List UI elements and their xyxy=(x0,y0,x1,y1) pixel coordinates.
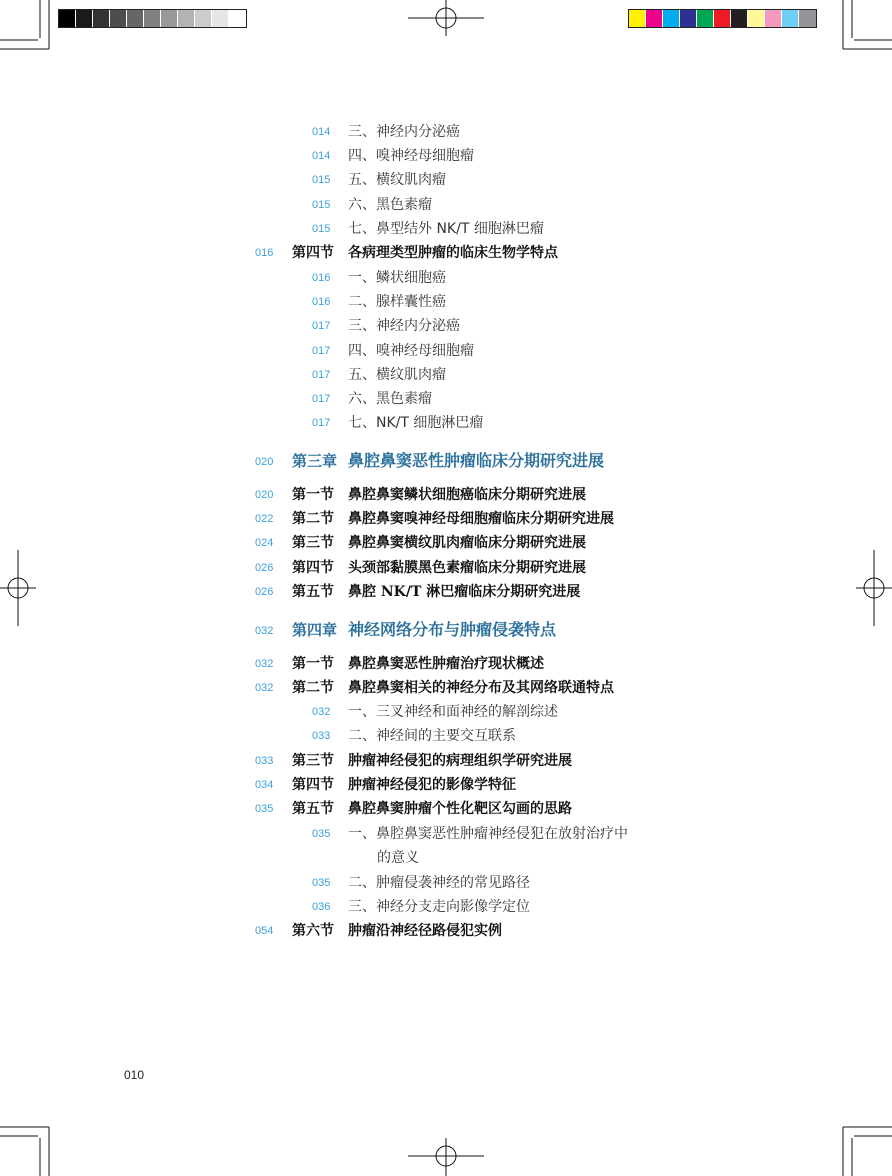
toc-item-title xyxy=(348,292,446,312)
toc-item-text: 一、鼻腔鼻窦恶性肿瘤神经侵犯在放射治疗中 xyxy=(348,826,628,842)
section-title: 头颈部黏膜黑色素瘤临床分期研究进展 xyxy=(348,560,586,576)
section-label: 第二节 xyxy=(292,511,334,527)
color-calibration-bar xyxy=(628,9,817,28)
color-swatch xyxy=(93,10,110,27)
toc-item-text: 四、嗅神经母细胞瘤 xyxy=(348,343,474,359)
color-swatch xyxy=(680,10,697,27)
toc-item-title xyxy=(348,702,558,722)
toc-page-number: 035 xyxy=(312,877,331,889)
color-swatch xyxy=(646,10,663,27)
section-title: 肿瘤神经侵犯的影像学特征 xyxy=(348,777,516,793)
section-label: 第二节 xyxy=(292,680,334,696)
toc-item-title xyxy=(348,195,432,215)
color-swatch xyxy=(161,10,178,27)
section-label: 第四节 xyxy=(292,245,334,261)
section-label: 第一节 xyxy=(292,487,334,503)
toc-page-number: 017 xyxy=(312,417,331,429)
toc-item-continuation: 的意义 xyxy=(377,850,419,866)
section-label: 第四节 xyxy=(292,777,334,793)
color-swatch xyxy=(731,10,748,27)
toc-page-number: 026 xyxy=(255,562,274,574)
color-swatch xyxy=(178,10,195,27)
toc-page-number: 017 xyxy=(312,369,331,381)
color-swatch xyxy=(629,10,646,27)
toc-item-title xyxy=(348,146,474,166)
section-title: 鼻腔鼻窦嗅神经母细胞瘤临床分期研究进展 xyxy=(348,511,614,527)
toc-item-text: 四、嗅神经母细胞瘤 xyxy=(348,148,474,164)
toc-item-text: 六、黑色素瘤 xyxy=(348,391,432,407)
color-swatch xyxy=(229,10,246,27)
section-label: 第五节 xyxy=(292,584,334,600)
toc-page-number: 035 xyxy=(312,828,331,840)
section-label: 第四节 xyxy=(292,560,334,576)
toc-item-text: 三、神经分支走向影像学定位 xyxy=(348,899,530,915)
toc-page-number: 020 xyxy=(255,489,274,501)
toc-item-title xyxy=(348,341,474,361)
toc-item-title xyxy=(348,122,460,142)
toc-item-title xyxy=(348,219,544,239)
color-swatch xyxy=(714,10,731,27)
toc-page-number: 014 xyxy=(312,126,331,138)
toc-item-title xyxy=(348,413,483,433)
toc-page-number: 032 xyxy=(255,625,274,637)
toc-item-text: 一、鳞状细胞癌 xyxy=(348,270,446,286)
toc-item-title xyxy=(348,873,530,893)
color-swatch xyxy=(195,10,212,27)
chapter-title: 神经网络分布与肿瘤侵袭特点 xyxy=(348,620,557,639)
page-number: 010 xyxy=(124,1068,145,1082)
color-swatch xyxy=(782,10,799,27)
toc-item-title xyxy=(348,726,516,746)
toc-item-text: 六、黑色素瘤 xyxy=(348,197,432,213)
section-label: 第三节 xyxy=(292,753,334,769)
color-swatch xyxy=(799,10,816,27)
toc-item-title xyxy=(348,897,530,917)
toc-page-number: 015 xyxy=(312,223,331,235)
section-label: 第三节 xyxy=(292,535,334,551)
color-swatch xyxy=(697,10,714,27)
section-title: 肿瘤神经侵犯的病理组织学研究进展 xyxy=(348,753,572,769)
color-swatch xyxy=(110,10,127,27)
toc-page-number: 035 xyxy=(255,803,274,815)
color-swatch xyxy=(663,10,680,27)
section-title: 各病理类型肿瘤的临床生物学特点 xyxy=(348,245,558,261)
toc-page-number: 014 xyxy=(312,150,331,162)
toc-page-number: 034 xyxy=(255,779,274,791)
toc-item-text: 七、鼻型结外 NK/T 细胞淋巴瘤 xyxy=(348,221,544,237)
toc-page-number: 032 xyxy=(255,682,274,694)
color-swatch xyxy=(765,10,782,27)
section-label: 第五节 xyxy=(292,801,334,817)
toc-page-number: 017 xyxy=(312,320,331,332)
toc-item-title xyxy=(348,365,446,385)
toc-item-text: 三、神经内分泌癌 xyxy=(348,124,460,140)
toc-page-number: 015 xyxy=(312,199,331,211)
color-swatch xyxy=(144,10,161,27)
toc-item-text: 三、神经内分泌癌 xyxy=(348,318,460,334)
grayscale-calibration-bar xyxy=(58,9,247,28)
toc-page-number: 015 xyxy=(312,174,331,186)
toc-item-text: 二、肿瘤侵袭神经的常见路径 xyxy=(348,875,530,891)
section-title: 肿瘤沿神经径路侵犯实例 xyxy=(348,923,502,939)
toc-page-number: 036 xyxy=(312,901,331,913)
toc-page-number: 054 xyxy=(255,925,274,937)
section-title: 鼻腔鼻窦横纹肌肉瘤临床分期研究进展 xyxy=(348,535,586,551)
color-swatch xyxy=(748,10,765,27)
section-title: 鼻腔鼻窦肿瘤个性化靶区勾画的思路 xyxy=(348,801,572,817)
section-label: 第六节 xyxy=(292,923,334,939)
toc-page-number: 033 xyxy=(255,755,274,767)
toc-page-number: 017 xyxy=(312,345,331,357)
toc-item-text: 七、NK/T 细胞淋巴瘤 xyxy=(348,415,484,431)
chapter-label: 第三章 xyxy=(292,452,338,470)
toc-page-number: 032 xyxy=(312,706,331,718)
color-swatch xyxy=(127,10,144,27)
section-title: 鼻腔鼻窦鳞状细胞癌临床分期研究进展 xyxy=(348,487,586,503)
toc-page-number: 016 xyxy=(312,296,331,308)
toc-page-number: 024 xyxy=(255,537,274,549)
section-title: 鼻腔鼻窦相关的神经分布及其网络联通特点 xyxy=(348,680,614,696)
color-swatch xyxy=(212,10,229,27)
section-label: 第一节 xyxy=(292,656,334,672)
toc-item-title xyxy=(348,316,460,336)
toc-item-title xyxy=(348,824,628,868)
toc-page-number: 020 xyxy=(255,456,274,468)
section-title: 鼻腔鼻窦恶性肿瘤治疗现状概述 xyxy=(348,656,544,672)
toc-item-text: 一、三叉神经和面神经的解剖综述 xyxy=(348,704,558,720)
color-swatch xyxy=(59,10,76,27)
toc-page-number: 016 xyxy=(312,272,331,284)
toc-item-text: 二、腺样囊性癌 xyxy=(348,294,446,310)
toc-item-text: 五、横纹肌肉瘤 xyxy=(348,172,446,188)
toc-page-number: 032 xyxy=(255,658,274,670)
toc-item-title xyxy=(348,389,432,409)
toc-item-text: 二、神经间的主要交互联系 xyxy=(348,728,516,744)
toc-page-number: 016 xyxy=(255,247,274,259)
toc-page-number: 017 xyxy=(312,393,331,405)
toc-page-number: 022 xyxy=(255,513,274,525)
toc-item-title xyxy=(348,170,446,190)
toc-page-number: 026 xyxy=(255,586,274,598)
color-swatch xyxy=(76,10,93,27)
section-title: 鼻腔 NK/T 淋巴瘤临床分期研究进展 xyxy=(348,584,581,600)
toc-page-number: 033 xyxy=(312,730,331,742)
chapter-title: 鼻腔鼻窦恶性肿瘤临床分期研究进展 xyxy=(348,451,605,470)
toc-item-title xyxy=(348,268,446,288)
toc-item-text: 五、横纹肌肉瘤 xyxy=(348,367,446,383)
chapter-label: 第四章 xyxy=(292,621,338,639)
